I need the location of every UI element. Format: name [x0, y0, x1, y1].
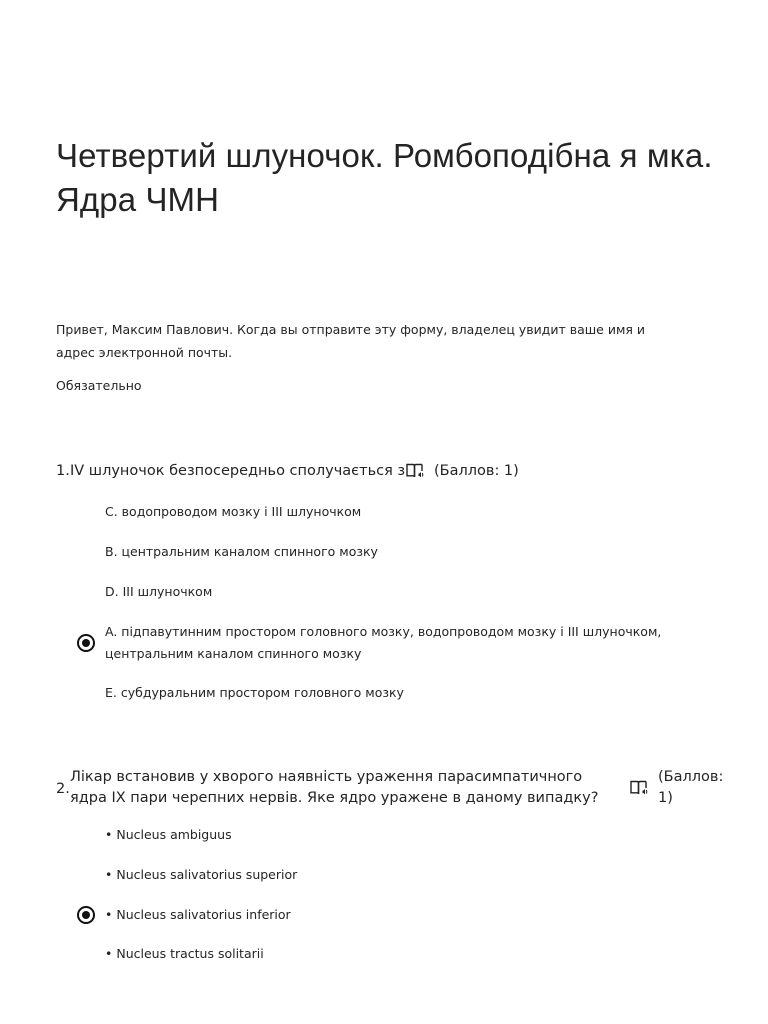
immersive-reader-icon[interactable]: [629, 779, 649, 797]
form-title: Четвертий шлуночок. Ромбоподібна я мка. Ядра ЧМН: [56, 137, 713, 218]
answer-option[interactable]: • Nucleus tractus solitarii: [105, 946, 264, 961]
answer-option[interactable]: B. центральним каналом спинного мозку: [105, 544, 378, 559]
question-number: 2.: [56, 781, 70, 797]
answer-option[interactable]: C. водопроводом мозку і III шлуночком: [105, 504, 362, 519]
immersive-reader-icon[interactable]: [405, 462, 425, 480]
question-text: Лікар встановив у хворого наявність ураження парасимпатичного ядра IX пари черепних нервів. Яке ядро уражене в даному випадку?: [70, 769, 599, 806]
radio-dot: [82, 639, 90, 647]
radio-selected[interactable]: [77, 634, 95, 652]
answer-option[interactable]: D. III шлуночком: [105, 584, 213, 599]
greeting-notice: Привет, Максим Павлович. Когда вы отправите эту форму, владелец увидит ваше имя и адрес электронной почты.: [56, 322, 646, 360]
question-number: 1.: [56, 463, 70, 479]
radio-selected[interactable]: [77, 906, 95, 924]
radio-dot: [82, 911, 90, 919]
answer-option[interactable]: • Nucleus salivatorius inferior: [105, 907, 291, 922]
answer-option[interactable]: • Nucleus salivatorius superior: [105, 867, 298, 882]
question-points: (Баллов: 1): [658, 769, 724, 806]
question-points: (Баллов: 1): [434, 463, 519, 479]
required-label: Обязательно: [56, 378, 142, 393]
answer-option[interactable]: E. субдуральним простором головного мозку: [105, 685, 404, 700]
answer-option[interactable]: A. підпавутинним простором головного мозку, водопроводом мозку і III шлуночком, центральним каналом спинного мозку: [105, 624, 662, 661]
question-text: IV шлуночок безпосередньо сполучається з: [70, 463, 406, 479]
answer-option[interactable]: • Nucleus ambiguus: [105, 827, 232, 842]
